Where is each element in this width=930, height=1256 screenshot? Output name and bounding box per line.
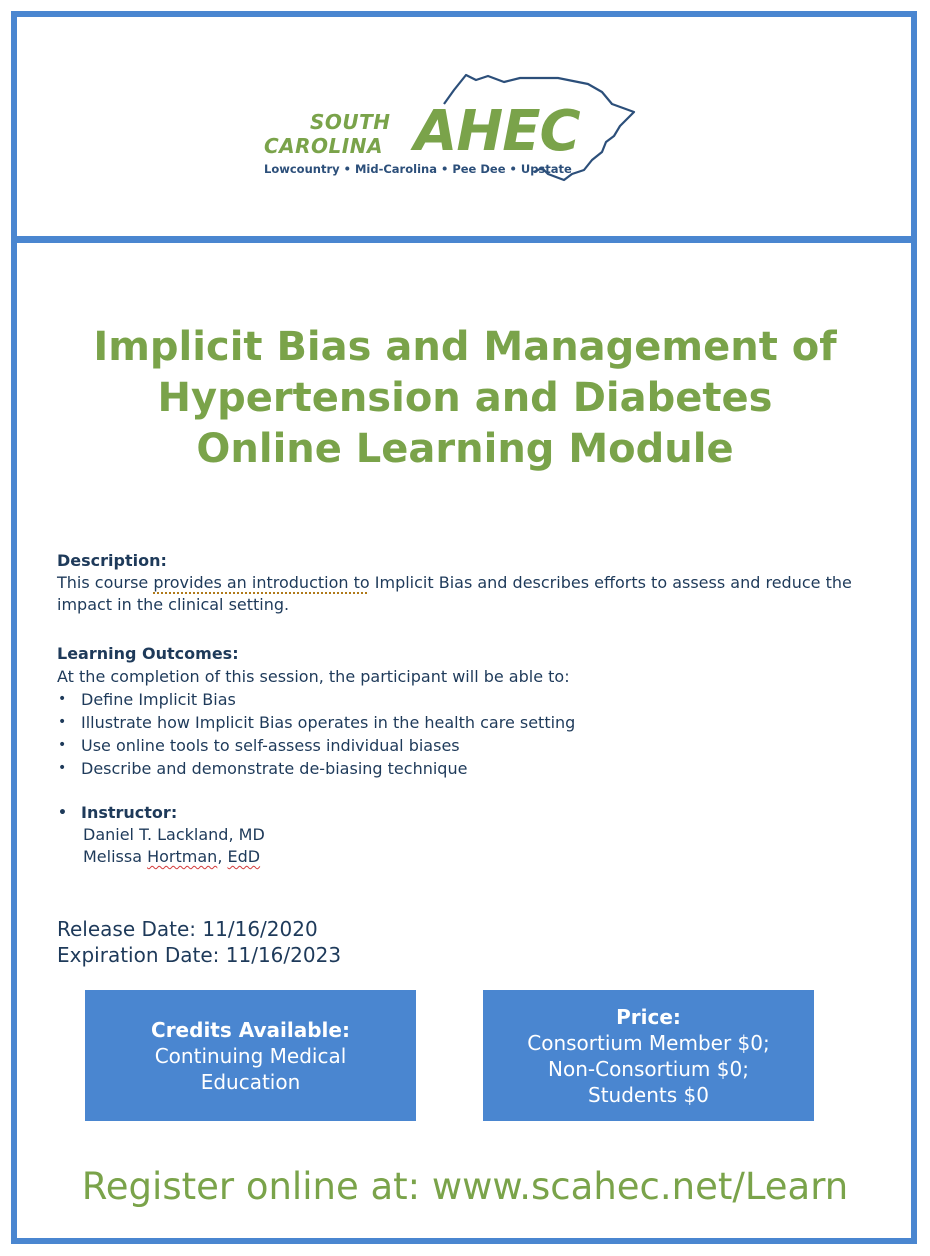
outcome-item: • Illustrate how Implicit Bias operates in the health care setting [57, 711, 887, 734]
expiration-date: Expiration Date: 11/16/2023 [57, 943, 342, 967]
outcome-item: • Describe and demonstrate de-biasing technique [57, 757, 887, 780]
price-line-3: Students $0 [588, 1082, 709, 1107]
learning-outcomes-section [57, 642, 887, 780]
instructor-section [57, 802, 657, 868]
page-title [20, 322, 910, 475]
logo-south: SOUTH [310, 110, 391, 134]
outcomes-heading: Learning Outcomes: [57, 644, 239, 663]
description-text-part1: This course [57, 573, 154, 592]
credits-line-1: Continuing Medical [154, 1043, 347, 1068]
outcome-item: • Define Implicit Bias [57, 688, 887, 711]
description-text-dotted: provides an introduction to [153, 573, 370, 592]
instructor-name-2 [57, 846, 657, 868]
outcomes-list [57, 688, 887, 780]
credits-box [85, 990, 416, 1121]
outcome-item: • Use online tools to self-assess individual biases [57, 734, 887, 757]
logo-ahec: AHEC [414, 99, 580, 164]
description-text-part2: Implicit Bias and describes efforts to assess and reduce the impact in the clinical setting. [57, 573, 852, 614]
sc-ahec-logo [258, 70, 648, 190]
logo-carolina: CAROLINA [264, 134, 383, 158]
title-line-3: Online Learning Module [196, 426, 734, 472]
description-text [57, 572, 887, 616]
register-link[interactable]: Register online at: www.scahec.net/Learn [81, 1165, 849, 1208]
dates-section [57, 916, 341, 968]
title-line-1: Implicit Bias and Management of [93, 324, 837, 370]
header-divider [17, 236, 911, 243]
price-title: Price: [616, 1004, 681, 1029]
release-date: Release Date: 11/16/2020 [57, 917, 318, 941]
outcomes-intro: At the completion of this session, the participant will be able to: [57, 667, 570, 686]
credits-line-2: Education [200, 1069, 301, 1094]
credits-title: Credits Available: [151, 1017, 350, 1042]
instructor-name-1: Daniel T. Lackland, MD [83, 825, 265, 844]
price-line-2: Non-Consortium $0; [548, 1056, 749, 1081]
instructor-name-2-first: Melissa [83, 847, 148, 866]
instructor-heading: • Instructor: [57, 802, 657, 824]
title-line-2: Hypertension and Diabetes [157, 375, 773, 421]
instructor-name-2-last: Hortman [147, 847, 218, 866]
price-box [483, 990, 814, 1121]
instructor-name-2-sep: , [217, 847, 228, 866]
description-heading: Description: [57, 551, 167, 570]
instructor-name-2-degree: EdD [227, 847, 261, 866]
description-section [57, 550, 887, 616]
logo-regions: Lowcountry • Mid-Carolina • Pee Dee • Upstate [264, 162, 572, 176]
price-line-1: Consortium Member $0; [527, 1030, 770, 1055]
